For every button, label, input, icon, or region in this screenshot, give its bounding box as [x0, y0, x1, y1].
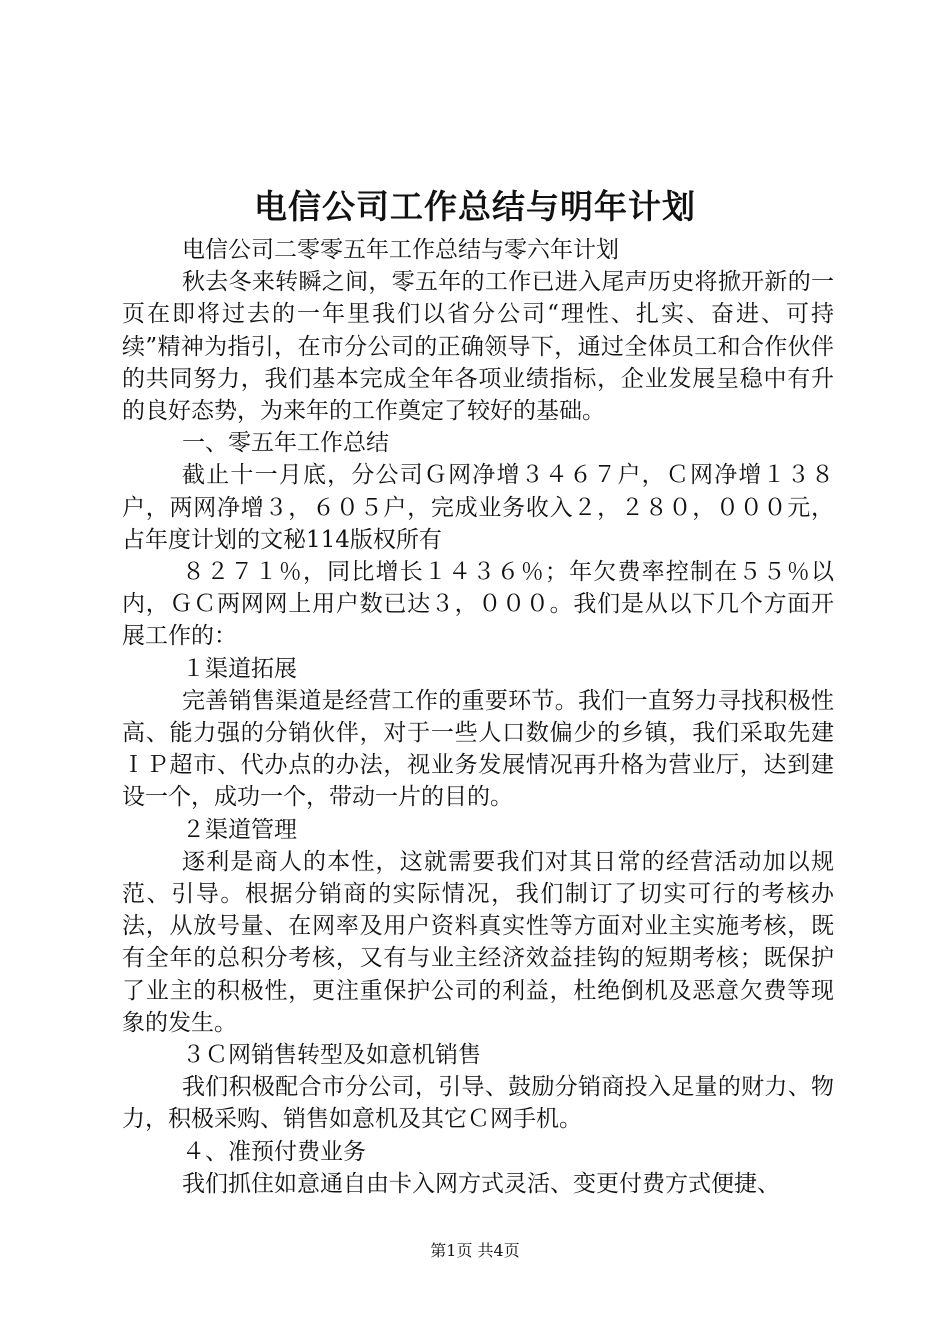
body-paragraph: １渠道拓展 [182, 655, 297, 682]
body-paragraph: 我们抓住如意通自由卡入网方式灵活、变更付费方式便捷、 [182, 1170, 780, 1197]
body-paragraph: ２渠道管理 [182, 816, 297, 843]
body-paragraph: 我们积极配合市分公司，引导、鼓励分销商投入足量的财力、物力，积极采购、销售如意机及其它Ｃ网手机。 [122, 1074, 834, 1133]
body-paragraph: 电信公司二零零五年工作总结与零六年计划 [182, 237, 619, 263]
body-paragraph: 一、零五年工作总结 [182, 430, 389, 457]
body-paragraph: 截止十一月底，分公司Ｇ网净增３４６７户，Ｃ网净增１３８户，两网净增３，６０５户，完成业务收入２，２８０，０００元，占年度计划的文秘114版权所有 [122, 462, 834, 553]
body-paragraph: 逐利是商人的本性，这就需要我们对其日常的经营活动加以规范、引导。根据分销商的实际情况，我们制订了切实可行的考核办法，从放号量、在网率及用户资料真实性等方面对业主实施考核，既有全年的总积分考核，又有与业主经济效益挂钩的短期考核；既保护了业主的积极性，更注重保护公司的利益，杜绝倒机及恶意欠费等现象的发生。 [122, 848, 834, 1036]
page-footer: 第1页 共4页 [430, 1241, 520, 1260]
body-paragraph: ４、准预付费业务 [182, 1138, 366, 1165]
document-title: 电信公司工作总结与明年计划 [254, 187, 696, 226]
body-paragraph: ３Ｃ网销售转型及如意机销售 [182, 1042, 481, 1069]
body-paragraph: ８２７１％，同比增长１４３６％；年欠费率控制在５５％以内，ＧＣ两网网上用户数已达３，０００。我们是从以下几个方面开展工作的： [122, 559, 834, 650]
body-paragraph: 完善销售渠道是经营工作的重要环节。我们一直努力寻找积极性高、能力强的分销伙伴，对于一些人口数偏少的乡镇，我们采取先建ＩＰ超市、代办点的办法，视业务发展情况再升格为营业厅，达到建设一个，成功一个，带动一片的目的。 [122, 687, 834, 811]
body-paragraph: 秋去冬来转瞬之间，零五年的工作已进入尾声历史将掀开新的一页在即将过去的一年里我们以省分公司“理性、扎实、奋进、可持续”精神为指引，在市分公司的正确领导下，通过全体员工和合作伙伴的共同努力，我们基本完成全年各项业绩指标，企业发展呈稳中有升的良好态势，为来年的工作奠定了较好的基础。 [122, 269, 834, 425]
document-body [122, 234, 834, 1200]
